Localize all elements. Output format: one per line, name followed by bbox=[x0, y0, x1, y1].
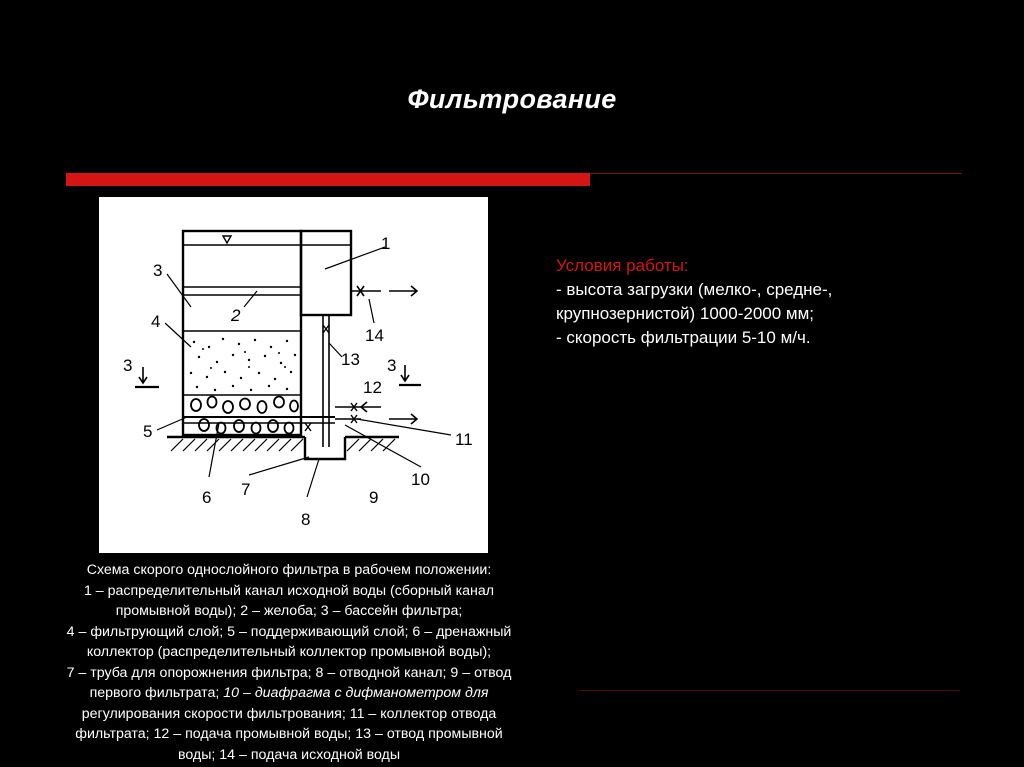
label-6: 6 bbox=[202, 488, 212, 507]
caption-fragment-italic: 10 – диафрагма с дифманометром для bbox=[223, 685, 489, 701]
slide-title: Фильтрование bbox=[407, 84, 617, 114]
caption-line: 1 – распределительный канал исходной воды (сборный канал bbox=[83, 582, 495, 599]
label-14: 14 bbox=[365, 326, 384, 345]
bottom-divider bbox=[580, 690, 960, 691]
label-3-right: 3 bbox=[387, 356, 397, 375]
label-11: 11 bbox=[455, 430, 473, 449]
caption-line: Схема скорого однослойного фильтра в рабочем положении: bbox=[86, 562, 492, 578]
label-2: 2 bbox=[231, 306, 241, 325]
filter-layer-sand bbox=[190, 338, 296, 391]
distribution-channel bbox=[301, 231, 351, 315]
conditions-heading: Условия работы: bbox=[556, 256, 689, 275]
filter-diagram bbox=[99, 197, 488, 553]
caption-line: 4 – фильтрующий слой; 5 – поддерживающий слой; 6 – дренажный bbox=[66, 623, 512, 640]
arrow-right-icon bbox=[389, 286, 417, 296]
caption-fragment: первого фильтрата; bbox=[89, 685, 224, 701]
label-5: 5 bbox=[143, 422, 153, 441]
label-13: 13 bbox=[341, 350, 360, 369]
label-3: 3 bbox=[153, 261, 163, 280]
label-4: 4 bbox=[151, 312, 161, 331]
caption-line: фильтрата; 12 – подача промывной воды; 13 – отвод промывной bbox=[75, 726, 503, 742]
arrow-right-icon bbox=[389, 414, 417, 424]
conditions-line: - высота загрузки (мелко-, средне-, bbox=[556, 280, 833, 299]
label-9: 9 bbox=[369, 488, 379, 507]
caption-line: регулирования скорости фильтрования; 11 – коллектор отвода bbox=[81, 705, 497, 722]
label-7: 7 bbox=[241, 480, 251, 499]
label-8: 8 bbox=[301, 510, 311, 529]
caption-line: коллектор (распределительный коллектор промывной воды); bbox=[86, 644, 492, 660]
working-conditions bbox=[556, 254, 956, 350]
conditions-line: крупнозернистой) 1000-2000 мм; bbox=[556, 304, 815, 323]
support-layer-gravel bbox=[191, 397, 298, 434]
water-level-icon bbox=[223, 236, 231, 243]
label-1: 1 bbox=[381, 234, 391, 253]
caption-line: промывной воды); 2 – желоба; 3 – бассейн фильтра; bbox=[115, 603, 463, 619]
title-underline-thin bbox=[590, 173, 962, 174]
caption-line bbox=[0, 683, 578, 704]
diagram-caption bbox=[0, 560, 578, 765]
label-3-left: 3 bbox=[123, 356, 133, 375]
caption-line: 7 – труба для опорожнения фильтра; 8 – отводной канал; 9 – отвод bbox=[66, 664, 512, 681]
conditions-line: - скорость фильтрации 5-10 м/ч. bbox=[556, 328, 811, 347]
label-12: 12 bbox=[363, 378, 382, 397]
title-underline-red bbox=[66, 173, 590, 186]
arrow-left-icon bbox=[361, 402, 381, 412]
caption-line: воды; 14 – подача исходной воды bbox=[177, 746, 401, 763]
label-10: 10 bbox=[411, 470, 430, 489]
